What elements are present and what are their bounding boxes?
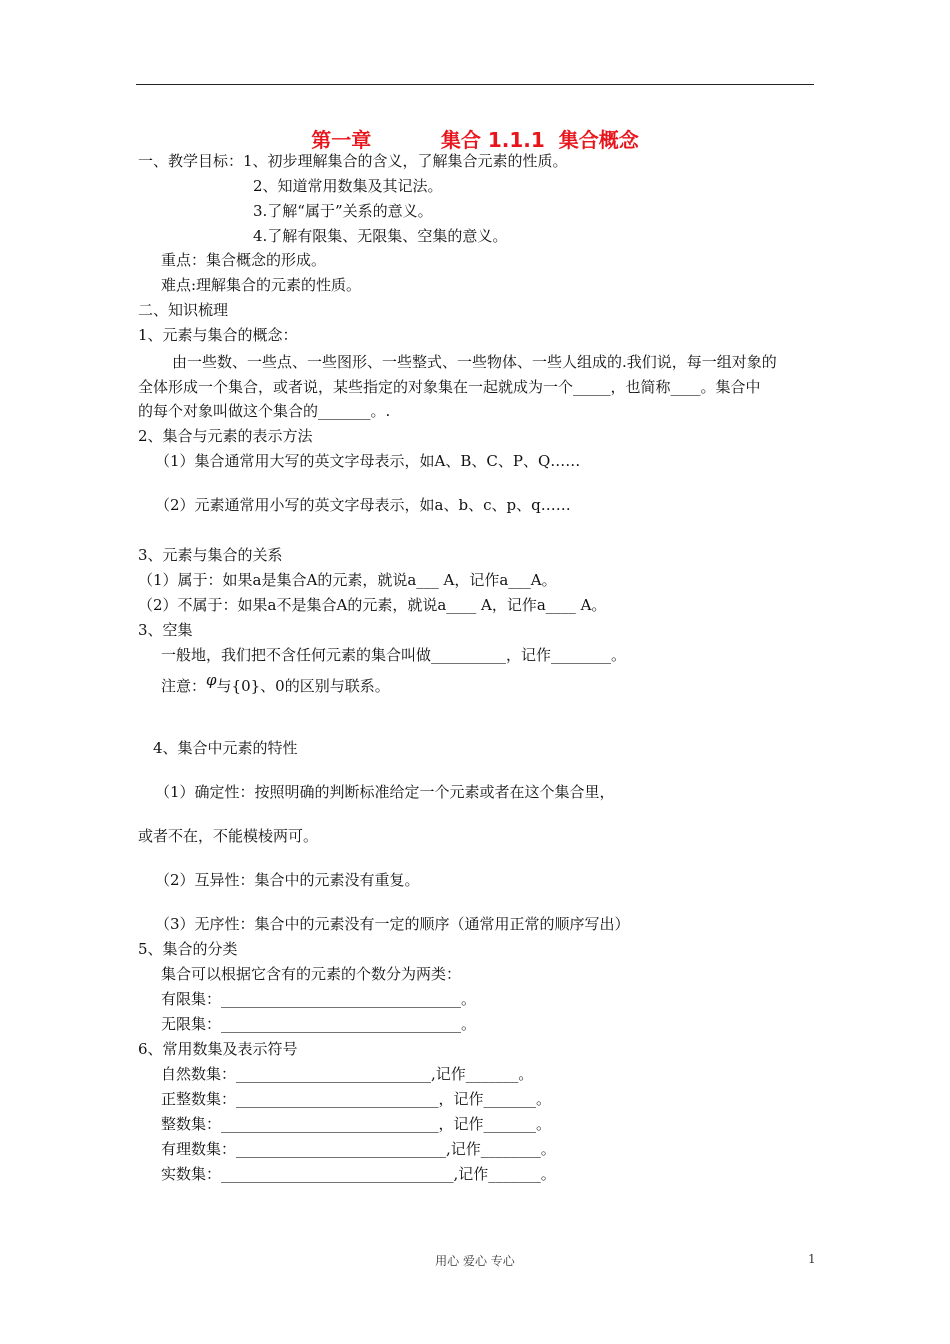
s5-intro: 集合可以根据它含有的元素的个数分为两类：: [161, 965, 462, 983]
natural-numbers-line: 自然数集：__________________________,记作_______。: [161, 1065, 534, 1083]
s1-paragraph-line-1: 由一些数、一些点、一些图形、一些整式、一些物体、一些人组成的.我们说，每一组对象的: [172, 353, 777, 371]
s3-heading: 3、元素与集合的关系: [138, 546, 283, 564]
s5-heading: 5、集合的分类: [138, 940, 238, 958]
s1-paragraph-line-3: 的每个对象叫做这个集合的_______。.: [138, 402, 391, 420]
teaching-goal-4: 4.了解有限集、无限集、空集的意义。: [253, 227, 508, 245]
s2-heading: 2、集合与元素的表示方法: [138, 427, 313, 445]
s3-item-1: （1）属于：如果a是集合A的元素，就说a___ A，记作a___A。: [138, 571, 557, 589]
key-point: 重点：集合概念的形成。: [161, 251, 327, 269]
s4-heading: 4、集合中元素的特性: [153, 739, 298, 757]
s4-item-1-continued: 或者不在，不能模棱两可。: [138, 827, 319, 845]
empty-set-note: [161, 671, 390, 696]
note-prefix: 注意：: [161, 677, 207, 695]
footer-motto: 用心 爱心 专心: [435, 1254, 515, 1268]
s6-heading: 6、常用数集及表示符号: [138, 1040, 298, 1058]
s2-item-1: （1）集合通常用大写的英文字母表示，如A、B、C、P、Q……: [155, 452, 581, 470]
s1-heading: 1、元素与集合的概念：: [138, 326, 298, 344]
rational-numbers-line: 有理数集：____________________________,记作________。: [161, 1140, 556, 1158]
s3-item-2: （2）不属于：如果a不是集合A的元素，就说a____ A，记作a____ A。: [138, 596, 607, 614]
teaching-goal-2: 2、知道常用数集及其记法。: [253, 177, 443, 195]
s2-item-2: （2）元素通常用小写的英文字母表示，如a、b、c、p、q……: [155, 496, 571, 514]
s4-item-2: （2）互异性：集合中的元素没有重复。: [155, 871, 420, 889]
difficult-point: 难点:理解集合的元素的性质。: [161, 276, 362, 294]
finite-set-line: 有限集：________________________________。: [161, 990, 477, 1008]
s4-item-1: （1）确定性：按照明确的判断标准给定一个元素或者在这个集合里，: [155, 783, 615, 801]
integers-line: 整数集：_____________________________，记作_______。: [161, 1115, 552, 1133]
page-number: 1: [808, 1252, 816, 1266]
note-suffix: 与{0}、0的区别与联系。: [216, 677, 390, 695]
infinite-set-line: 无限集：________________________________。: [161, 1015, 477, 1033]
section-2-heading: 二、知识梳理: [138, 301, 229, 319]
empty-set-heading: 3、空集: [138, 621, 193, 639]
teaching-goal-1: 一、教学目标：1、初步理解集合的含义，了解集合元素的性质。: [138, 152, 568, 170]
header-rule: [136, 84, 814, 85]
s4-item-3: （3）无序性：集合中的元素没有一定的顺序（通常用正常的顺序写出）: [155, 915, 630, 933]
teaching-goal-3: 3.了解“属于”关系的意义。: [253, 202, 433, 220]
page-title: 第一章 集合 1.1.1 集合概念: [311, 128, 639, 152]
s1-paragraph-line-2: 全体形成一个集合，或者说，某些指定的对象集在一起就成为一个_____，也简称____。集合中: [138, 378, 761, 396]
real-numbers-line: 实数集：_______________________________,记作_______。: [161, 1165, 556, 1183]
empty-set-definition: 一般地，我们把不含任何元素的集合叫做__________，记作________。: [161, 646, 627, 664]
phi-symbol: φ: [206, 671, 217, 689]
positive-integers-line: 正整数集：___________________________，记作_______。: [161, 1090, 552, 1108]
